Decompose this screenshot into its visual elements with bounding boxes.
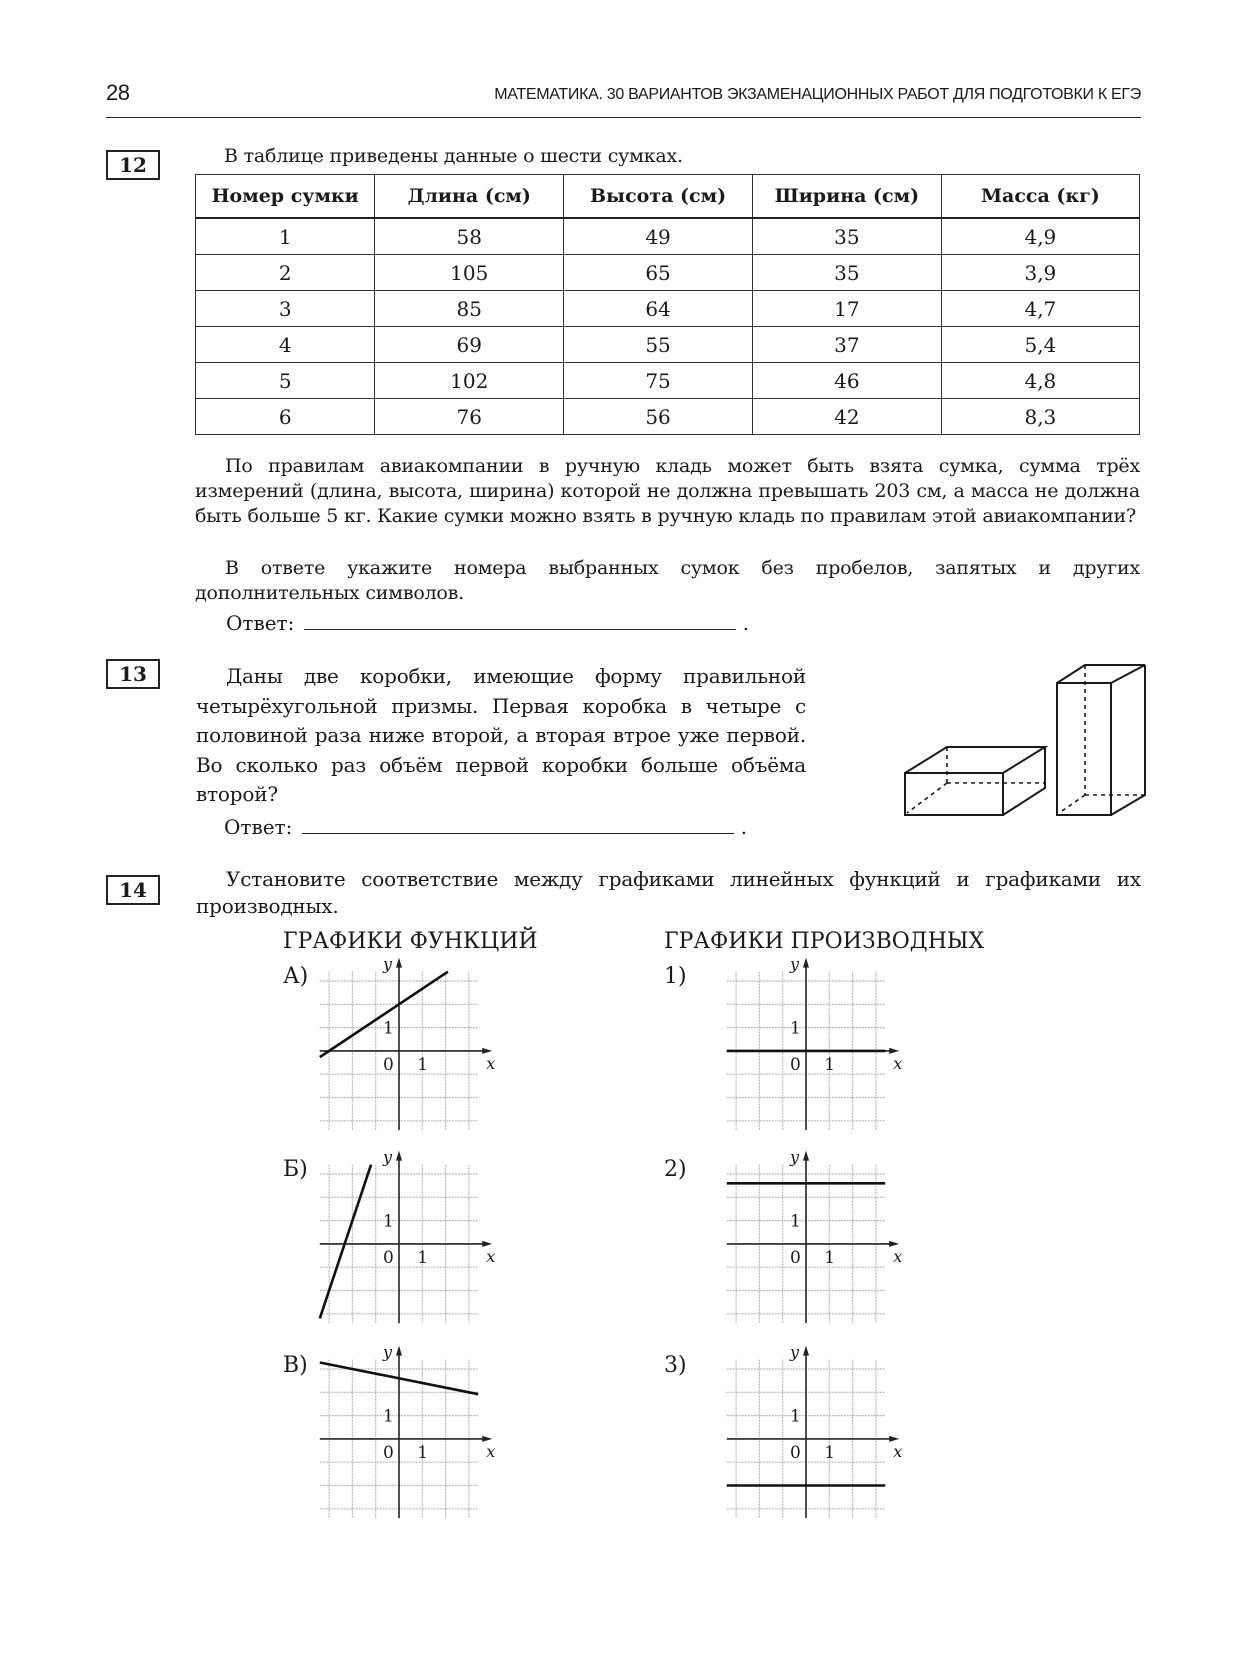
x-unit-label: 1 bbox=[824, 1247, 836, 1268]
graph-label-1: 1) bbox=[664, 964, 687, 989]
table-cell: 42 bbox=[752, 399, 941, 435]
column-header: Длина (см) bbox=[375, 175, 564, 219]
graph-label-a: А) bbox=[283, 964, 309, 989]
table-cell: 69 bbox=[375, 327, 564, 363]
origin-label: 0 bbox=[383, 1247, 394, 1268]
table-cell: 4,7 bbox=[941, 291, 1139, 327]
answer-dot: . bbox=[736, 611, 750, 635]
derivative-graph-3 bbox=[714, 1342, 904, 1535]
y-axis-label: y bbox=[383, 1342, 393, 1362]
y-axis-label: y bbox=[383, 954, 393, 974]
x-axis-label: x bbox=[893, 1441, 903, 1461]
table-cell: 4 bbox=[196, 327, 375, 363]
table-cell: 17 bbox=[752, 291, 941, 327]
graph-label-b: Б) bbox=[283, 1157, 308, 1182]
table-cell: 4,8 bbox=[941, 363, 1139, 399]
table-row bbox=[196, 399, 1140, 435]
table-row bbox=[196, 327, 1140, 363]
answer-label: Ответ: bbox=[226, 611, 295, 635]
task-13-number: 13 bbox=[106, 659, 160, 689]
table-cell: 46 bbox=[752, 363, 941, 399]
origin-label: 0 bbox=[790, 1442, 801, 1463]
table-cell: 2 bbox=[196, 255, 375, 291]
x-axis-label: x bbox=[893, 1246, 903, 1266]
y-axis-label: y bbox=[790, 1342, 800, 1362]
column-header: Масса (кг) bbox=[941, 175, 1139, 219]
table-cell: 3 bbox=[196, 291, 375, 327]
table-cell: 102 bbox=[375, 363, 564, 399]
x-unit-label: 1 bbox=[417, 1442, 429, 1463]
table-cell: 35 bbox=[752, 218, 941, 255]
function-line bbox=[320, 972, 448, 1057]
table-cell: 5,4 bbox=[941, 327, 1139, 363]
tall-box-hidden-edge bbox=[1059, 795, 1085, 813]
table-cell: 55 bbox=[564, 327, 753, 363]
y-axis-arrow-icon bbox=[396, 1346, 402, 1356]
tall-box bbox=[1057, 665, 1145, 815]
table-cell: 65 bbox=[564, 255, 753, 291]
function-graph-v bbox=[330, 1342, 520, 1535]
answer-dot: . bbox=[734, 815, 748, 839]
table-cell: 85 bbox=[375, 291, 564, 327]
task-12-body: По правилам авиакомпании в ручную кладь может быть взята сумка, сумма трёх измерений (длина, высота, ширина) которой не должна превышать 203 см, а масса не должна быть больше 5 кг. Какие сумки можно взять в ручную кладь по правилам этой авиакомпании? bbox=[195, 455, 1140, 527]
table-cell: 5 bbox=[196, 363, 375, 399]
y-unit-label: 1 bbox=[790, 1406, 801, 1427]
answer-label: Ответ: bbox=[224, 815, 293, 839]
column-header: Ширина (см) bbox=[752, 175, 941, 219]
table-cell: 37 bbox=[752, 327, 941, 363]
table-cell: 76 bbox=[375, 399, 564, 435]
answer-field[interactable] bbox=[302, 815, 734, 834]
table-header-row bbox=[196, 175, 1140, 219]
two-prisms-figure bbox=[895, 655, 1155, 830]
tall-box-top bbox=[1057, 665, 1145, 683]
table-cell: 75 bbox=[564, 363, 753, 399]
x-axis-label: x bbox=[486, 1246, 496, 1266]
derivative-graph-2 bbox=[714, 1147, 904, 1340]
table-cell: 64 bbox=[564, 291, 753, 327]
task-12-answer bbox=[226, 611, 749, 635]
column-header: Высота (см) bbox=[564, 175, 753, 219]
y-axis-label: y bbox=[790, 1147, 800, 1167]
derivatives-column-title: ГРАФИКИ ПРОИЗВОДНЫХ bbox=[664, 929, 985, 954]
table-row bbox=[196, 363, 1140, 399]
y-unit-label: 1 bbox=[383, 1406, 394, 1427]
y-unit-label: 1 bbox=[383, 1018, 394, 1039]
y-axis-arrow-icon bbox=[396, 958, 402, 968]
x-axis-label: x bbox=[486, 1053, 496, 1073]
graph-label-v: В) bbox=[283, 1353, 308, 1378]
bags-table bbox=[195, 174, 1140, 435]
flat-box-side bbox=[1003, 747, 1045, 815]
y-unit-label: 1 bbox=[790, 1018, 801, 1039]
origin-label: 0 bbox=[383, 1054, 394, 1075]
task-12-number: 12 bbox=[106, 150, 160, 180]
functions-column-title: ГРАФИКИ ФУНКЦИЙ bbox=[283, 929, 538, 954]
x-axis-label: x bbox=[893, 1053, 903, 1073]
y-axis-arrow-icon bbox=[803, 1151, 809, 1161]
x-unit-label: 1 bbox=[824, 1054, 836, 1075]
y-axis-label: y bbox=[383, 1147, 393, 1167]
y-axis-arrow-icon bbox=[803, 958, 809, 968]
page-number: 28 bbox=[106, 80, 130, 105]
flat-box bbox=[905, 747, 1045, 815]
origin-label: 0 bbox=[790, 1247, 801, 1268]
function-graph-a bbox=[330, 954, 520, 1150]
column-header: Номер сумки bbox=[196, 175, 375, 219]
function-graph-b bbox=[330, 1147, 520, 1340]
task-12-intro: В таблице приведены данные о шести сумках. bbox=[224, 145, 683, 167]
x-axis-label: x bbox=[486, 1441, 496, 1461]
y-unit-label: 1 bbox=[790, 1211, 801, 1232]
task-13-answer bbox=[224, 815, 747, 839]
y-axis-arrow-icon bbox=[803, 1346, 809, 1356]
table-row bbox=[196, 291, 1140, 327]
flat-box-top bbox=[905, 747, 1045, 773]
function-line bbox=[320, 1165, 371, 1319]
table-cell: 1 bbox=[196, 218, 375, 255]
book-title: МАТЕМАТИКА. 30 ВАРИАНТОВ ЭКЗАМЕНАЦИОННЫХ РАБОТ ДЛЯ ПОДГОТОВКИ К ЕГЭ bbox=[494, 86, 1141, 103]
table-cell: 35 bbox=[752, 255, 941, 291]
table-row bbox=[196, 218, 1140, 255]
table-cell: 6 bbox=[196, 399, 375, 435]
table-row bbox=[196, 255, 1140, 291]
x-unit-label: 1 bbox=[824, 1442, 836, 1463]
table-cell: 105 bbox=[375, 255, 564, 291]
flat-box-hidden-edge bbox=[907, 783, 947, 813]
task-14-body: Установите соответствие между графиками линейных функций и графиками их производных. bbox=[196, 867, 1141, 918]
x-unit-label: 1 bbox=[417, 1054, 429, 1075]
header-divider bbox=[106, 117, 1141, 118]
graph-label-2: 2) bbox=[664, 1157, 687, 1182]
table-cell: 8,3 bbox=[941, 399, 1139, 435]
table-cell: 4,9 bbox=[941, 218, 1139, 255]
derivative-graph-1 bbox=[714, 954, 904, 1150]
y-unit-label: 1 bbox=[383, 1211, 394, 1232]
origin-label: 0 bbox=[790, 1054, 801, 1075]
task-12-instruction: В ответе укажите номера выбранных сумок без пробелов, запятых и других дополнительных символов. bbox=[195, 557, 1140, 604]
table-cell: 58 bbox=[375, 218, 564, 255]
table-cell: 49 bbox=[564, 218, 753, 255]
flat-box-front bbox=[905, 773, 1003, 815]
y-axis-arrow-icon bbox=[396, 1151, 402, 1161]
answer-field[interactable] bbox=[304, 611, 736, 630]
table-cell: 56 bbox=[564, 399, 753, 435]
y-axis-label: y bbox=[790, 954, 800, 974]
task-14-number: 14 bbox=[106, 875, 160, 905]
tall-box-side bbox=[1111, 665, 1145, 815]
task-13-body: Даны две коробки, имеющие форму правильной четырёхугольной призмы. Первая коробка в четыре с половиной раза ниже второй, а вторая втрое уже первой. Во сколько раз объём первой коробки больше объёма второй? bbox=[196, 664, 806, 806]
x-unit-label: 1 bbox=[417, 1247, 429, 1268]
table-cell: 3,9 bbox=[941, 255, 1139, 291]
origin-label: 0 bbox=[383, 1442, 394, 1463]
graph-label-3: 3) bbox=[664, 1353, 687, 1378]
